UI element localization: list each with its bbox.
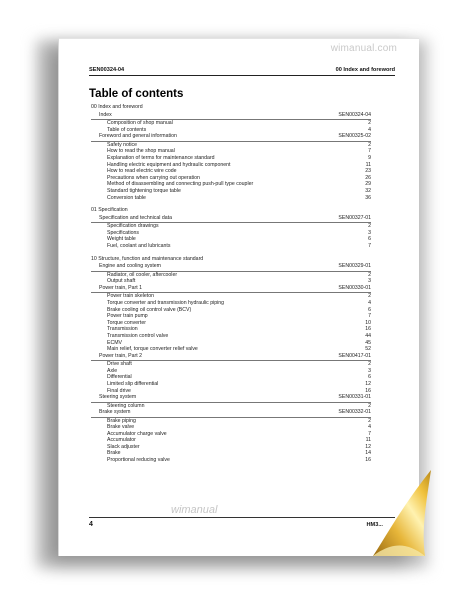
toc-entry-page: 12 — [365, 380, 371, 387]
toc-entry-page: 2 — [368, 293, 371, 300]
toc-subsection — [91, 409, 371, 417]
footer-page-number: 4 — [89, 521, 93, 528]
manual-page — [58, 38, 419, 556]
toc-entry — [91, 236, 371, 243]
toc-subsection-label: Foreword and general information — [99, 133, 177, 140]
toc-entry-page: 26 — [365, 174, 371, 181]
toc-subsection — [91, 285, 371, 293]
toc-entry-page: 7 — [368, 313, 371, 320]
toc-entry — [91, 272, 371, 279]
toc-entry — [91, 388, 371, 395]
toc-entry-label: Differential — [107, 374, 132, 381]
toc-subsection-code: SEN00327-01 — [338, 214, 371, 221]
toc-entry — [91, 155, 371, 162]
toc-entry-label: Limited slip differential — [107, 380, 159, 387]
toc-entry-page: 2 — [368, 361, 371, 368]
toc-entry-label: How to read electric wire code — [107, 168, 177, 175]
toc-entry — [91, 188, 371, 195]
toc-entry-label: ECMV — [107, 339, 122, 346]
toc-subsection — [91, 263, 371, 271]
toc-entry-label: Drive shaft — [107, 361, 132, 368]
toc-entry — [91, 320, 371, 327]
toc-entry-label: Power train pump — [107, 313, 148, 320]
toc-entry — [91, 243, 371, 250]
toc-subsection — [91, 215, 371, 223]
toc-entry-label: How to read the shop manual — [107, 148, 175, 155]
toc-entry-page: 4 — [368, 126, 371, 133]
toc-entry — [91, 293, 371, 300]
toc-entry-label: Brake piping — [107, 417, 136, 424]
toc-entry — [91, 223, 371, 230]
toc-entry — [91, 346, 371, 353]
toc-entry — [91, 326, 371, 333]
toc-entry-label: Method of disassembling and connecting push-pull type coupler — [107, 181, 254, 188]
toc-entry-label: Composition of shop manual — [107, 120, 173, 127]
toc-subsection-label: Power train, Part 2 — [99, 352, 142, 359]
toc-entry-label: Specification drawings — [107, 223, 159, 230]
toc-chapter: 01 Specification — [91, 207, 128, 214]
toc-subsection-code: SEN00417-01 — [338, 352, 371, 359]
toc-entry-label: Handling electric equipment and hydraulic component — [107, 161, 231, 168]
toc-entry — [91, 340, 371, 347]
toc-subsection-label: Specification and technical data — [99, 214, 172, 221]
toc-entry-label: Transmission control valve — [107, 333, 169, 339]
toc-entry — [91, 431, 371, 438]
toc-entry — [91, 120, 371, 127]
footer-rule — [89, 517, 395, 518]
toc-chapter: 00 Index and foreword — [91, 104, 143, 110]
toc-entry-label: Proportional reducing valve — [107, 457, 170, 464]
toc-entry-label: Standard tightening torque table — [107, 187, 181, 194]
toc-entry-label: Steering column — [107, 402, 145, 409]
toc-entry-label: Specifications — [107, 229, 140, 236]
toc-entry-page: 14 — [365, 450, 371, 457]
toc-entry-page: 2 — [368, 271, 371, 278]
toc-entry-page: 4 — [368, 424, 371, 431]
page-title: Table of contents — [89, 88, 184, 100]
toc-entry-page: 36 — [365, 194, 371, 201]
toc-entry-label: Brake valve — [107, 424, 135, 431]
toc-entry-page: 11 — [365, 437, 371, 444]
toc-entry — [91, 127, 371, 134]
toc-entry-label: Precautions when carrying out operation — [107, 174, 200, 181]
toc-entry — [91, 403, 371, 410]
document-code: SEN00324-04 — [89, 67, 125, 73]
toc-subsection — [91, 353, 371, 361]
toc-entry-page: 7 — [368, 243, 371, 250]
toc-entry-page: 6 — [368, 306, 371, 313]
toc-entry-page: 7 — [368, 430, 371, 437]
toc-entry-label: Brake — [107, 450, 121, 457]
toc-entry-label: Main relief, torque converter relief valve — [107, 346, 198, 353]
toc-entry-page: 3 — [368, 278, 371, 285]
toc-entry — [91, 175, 371, 182]
toc-entry — [91, 195, 371, 202]
toc-entry-label: Radiator, oil cooler, aftercooler — [107, 271, 178, 278]
page-header — [89, 67, 395, 76]
toc-entry-page: 12 — [365, 443, 371, 450]
watermark-center: wimanual — [171, 504, 218, 516]
toc-subsection-label: Power train, Part 1 — [99, 285, 142, 292]
toc-entry-label: Accumulator — [107, 437, 136, 444]
toc-entry — [91, 278, 371, 285]
toc-entry-label: Brake cooling oil control valve (BCV) — [107, 306, 192, 313]
toc-entry — [91, 418, 371, 425]
toc-subsection-label: Brake system — [99, 409, 131, 416]
toc-entry — [91, 361, 371, 368]
toc-entry-label: Output shaft — [107, 278, 136, 285]
toc-subsection-code: SEN00332-01 — [338, 409, 371, 416]
toc-entry — [91, 148, 371, 155]
toc-entry-page: 52 — [365, 346, 371, 353]
toc-entry — [91, 333, 371, 340]
toc-entry — [91, 444, 371, 451]
toc-subsection — [91, 133, 371, 141]
toc-entry-page: 2 — [368, 120, 371, 127]
toc-entry — [91, 313, 371, 320]
toc-entry-page: 4 — [368, 300, 371, 307]
toc-entry-page: 29 — [365, 181, 371, 188]
toc-chapter: 10 Structure, function and maintenance standard — [91, 255, 204, 262]
toc-entry-page: 3 — [368, 367, 371, 374]
toc-entry-label: Accumulator charge valve — [107, 430, 167, 437]
toc-subsection-label: Steering system — [99, 394, 137, 401]
toc-entry-page: 23 — [365, 168, 371, 175]
toc-entry-label: Transmission — [107, 326, 138, 333]
toc-entry-page: 45 — [365, 339, 371, 346]
toc-entry-page: 7 — [368, 148, 371, 155]
toc-entry — [91, 457, 371, 464]
toc-entry-page: 44 — [365, 333, 371, 339]
toc-entry — [91, 142, 371, 149]
toc-entry-label: Torque converter and transmission hydraulic piping — [107, 300, 225, 307]
footer-model-code: HM3... — [366, 522, 383, 528]
toc-entry-label: Axle — [107, 367, 118, 374]
toc-entry-page: 2 — [368, 402, 371, 409]
toc-subsection — [91, 394, 371, 402]
toc-entry-page: 16 — [365, 326, 371, 333]
toc-entry-label: Power train skeleton — [107, 293, 154, 300]
toc-entry — [91, 168, 371, 175]
toc-subsection-code: SEN00325-02 — [338, 133, 371, 140]
toc-entry-page: 6 — [368, 374, 371, 381]
toc-entry-page: 3 — [368, 229, 371, 236]
toc-entry-page: 2 — [368, 417, 371, 424]
toc-entry — [91, 181, 371, 188]
toc-entry-label: Explanation of terms for maintenance standard — [107, 154, 215, 161]
watermark-top: wimanual.com — [330, 43, 397, 54]
toc-entry-page: 2 — [368, 223, 371, 230]
toc-entry-label: Fuel, coolant and lubricants — [107, 243, 171, 250]
toc-entry — [91, 381, 371, 388]
toc-entry — [91, 450, 371, 457]
toc-entry-page: 11 — [365, 161, 371, 168]
toc-entry-page: 32 — [365, 187, 371, 194]
toc-entry — [91, 230, 371, 237]
toc-entry-page: 16 — [365, 457, 371, 464]
toc-entry-page: 10 — [365, 319, 371, 326]
toc-subsection-label: Index — [99, 111, 112, 118]
toc-entry-label: Safety notice — [107, 141, 137, 148]
toc-entry — [91, 300, 371, 307]
toc-subsection-code: SEN00330-01 — [338, 285, 371, 292]
toc-subsection — [91, 112, 371, 120]
toc-entry-page: 16 — [365, 387, 371, 394]
chapter-title: 00 Index and foreword — [335, 67, 395, 73]
toc-subsection-label: Engine and cooling system — [99, 263, 161, 270]
toc-entry — [91, 437, 371, 444]
toc-entry-page: 2 — [368, 141, 371, 148]
toc-entry-label: Final drive — [107, 387, 131, 394]
page-curl-icon — [365, 468, 435, 558]
toc-entry-label: Slack adjuster — [107, 443, 140, 450]
toc-entry — [91, 307, 371, 314]
toc-entry-label: Weight table — [107, 236, 136, 243]
toc-entry-label: Torque converter — [107, 319, 146, 326]
toc-subsection-code: SEN00324-04 — [338, 111, 371, 118]
toc-entry-label: Conversion table — [107, 194, 146, 201]
toc-entry — [91, 374, 371, 381]
toc-entry-page: 9 — [368, 154, 371, 161]
table-of-contents — [91, 104, 371, 464]
toc-entry-label: Table of contents — [107, 126, 147, 133]
toc-subsection-code: SEN00331-01 — [338, 394, 371, 401]
toc-entry — [91, 424, 371, 431]
toc-subsection-code: SEN00329-01 — [338, 263, 371, 270]
toc-entry — [91, 368, 371, 375]
toc-entry — [91, 162, 371, 169]
toc-entry-page: 6 — [368, 236, 371, 243]
